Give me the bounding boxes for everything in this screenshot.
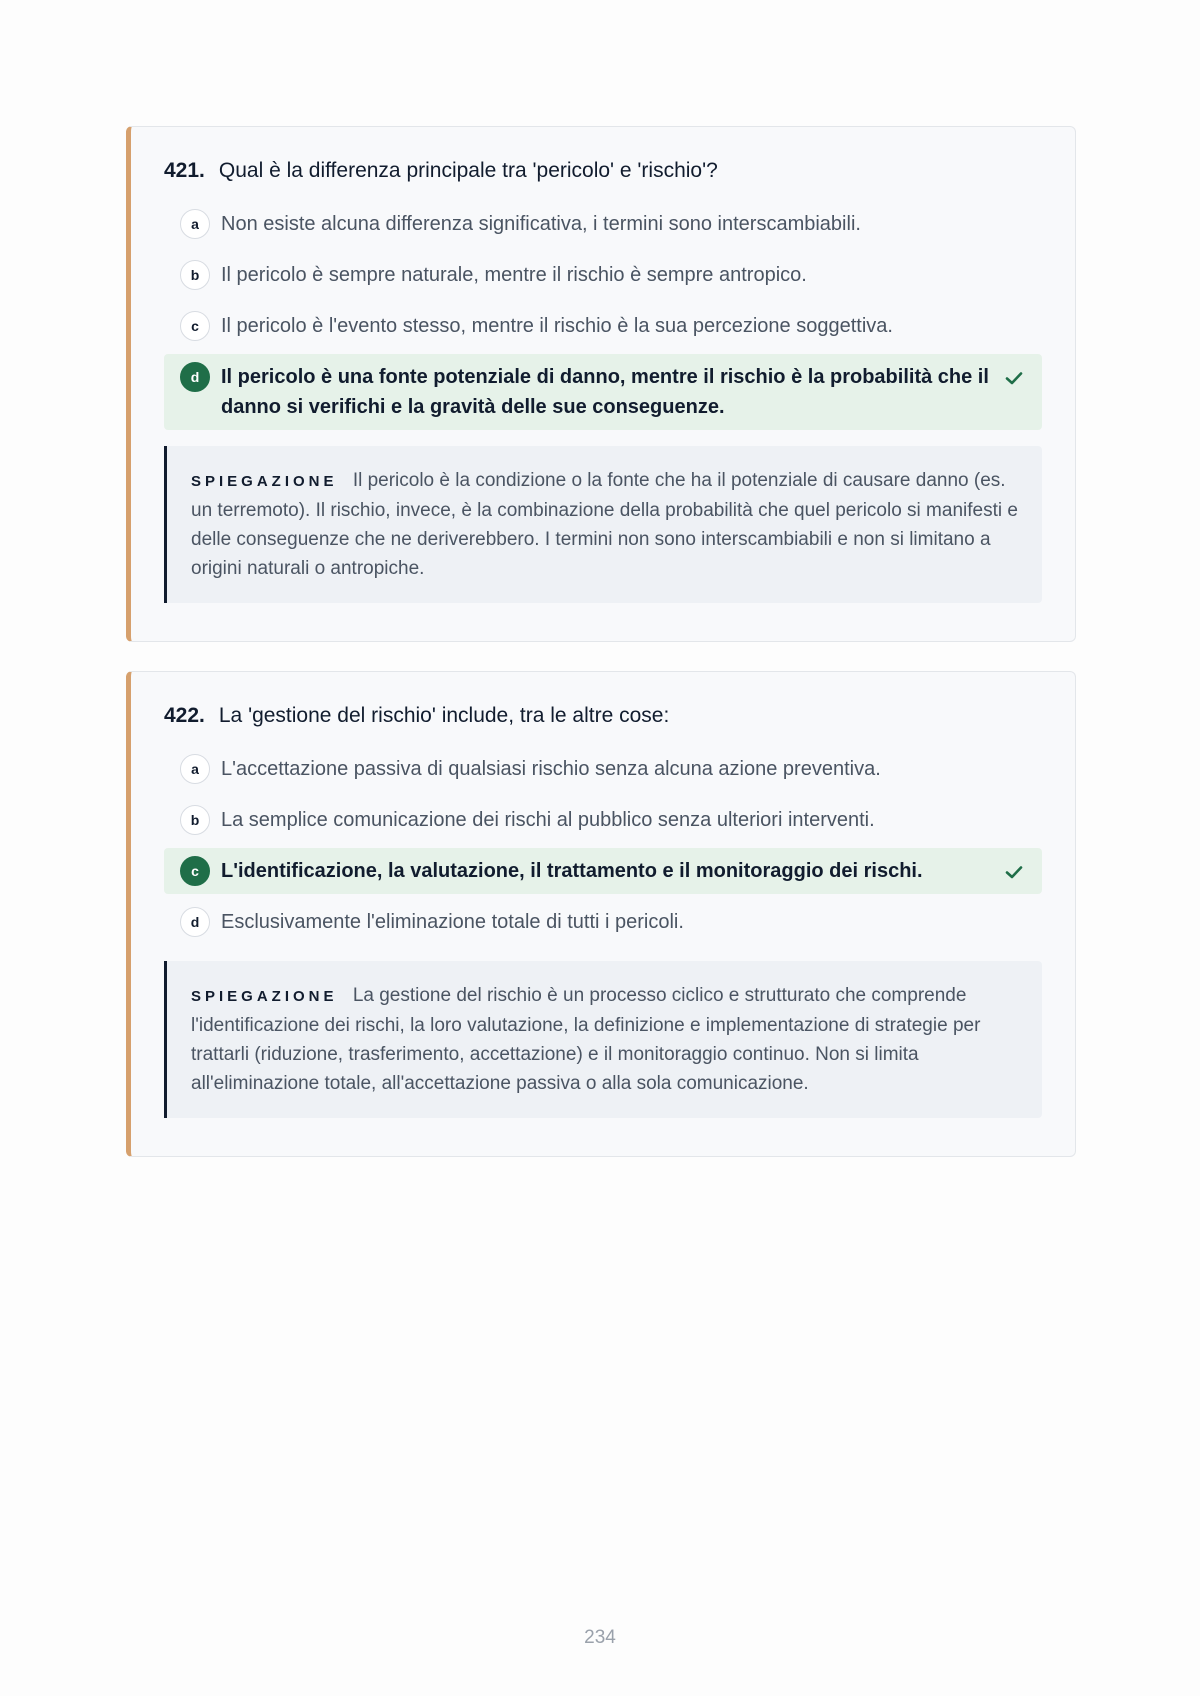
answer-option[interactable] bbox=[164, 303, 1042, 349]
option-letter-badge: c bbox=[180, 856, 210, 886]
option-letter-badge: c bbox=[180, 311, 210, 341]
option-letter-badge: a bbox=[180, 209, 210, 239]
question-text: Qual è la differenza principale tra 'pericolo' e 'rischio'? bbox=[218, 159, 718, 182]
option-text: La semplice comunicazione dei rischi al pubblico senza ulteriori interventi. bbox=[221, 809, 875, 831]
option-letter-badge: d bbox=[180, 907, 210, 937]
question-text: La 'gestione del rischio' include, tra le altre cose: bbox=[218, 704, 670, 727]
question-card bbox=[126, 671, 1076, 1157]
answer-option[interactable] bbox=[164, 201, 1042, 247]
option-text: Il pericolo è sempre naturale, mentre il rischio è sempre antropico. bbox=[221, 264, 807, 286]
answer-option[interactable] bbox=[164, 746, 1042, 792]
question-card bbox=[126, 126, 1076, 642]
answer-option-correct[interactable] bbox=[164, 848, 1042, 894]
option-letter-badge: b bbox=[180, 260, 210, 290]
answer-options bbox=[164, 201, 1042, 430]
option-letter-badge: b bbox=[180, 805, 210, 835]
option-text: Il pericolo è l'evento stesso, mentre il rischio è la sua percezione soggettiva. bbox=[221, 315, 893, 337]
explanation-text: La gestione del rischio è un processo ciclico e strutturato che comprende l'identificazione dei rischi, la loro valutazione, la definizione e implementazione di strategie per trattarli (riduzione, trasferimento, accettazione) e il monitoraggio continuo. Non si limita all'eliminazione totale, all'accettazione passiva o alla sola comunicazione. bbox=[191, 985, 981, 1094]
option-text: L'accettazione passiva di qualsiasi rischio senza alcuna azione preventiva. bbox=[221, 758, 881, 780]
answer-option-correct[interactable] bbox=[164, 354, 1042, 430]
explanation-label: SPIEGAZIONE bbox=[191, 988, 338, 1005]
explanation-label: SPIEGAZIONE bbox=[191, 473, 338, 490]
checkmark-icon bbox=[1002, 366, 1026, 390]
explanation-text: Il pericolo è la condizione o la fonte che ha il potenziale di causare danno (es. un terremoto). Il rischio, invece, è la combinazione della probabilità che quel pericolo si manifesti e delle conseguenze che ne deriverebbero. I termini non sono interscambiabili e non si limitano a origini naturali o antropiche. bbox=[191, 470, 1018, 579]
option-letter-badge: d bbox=[180, 362, 210, 392]
option-text: Esclusivamente l'eliminazione totale di tutti i pericoli. bbox=[221, 911, 684, 933]
answer-option[interactable] bbox=[164, 797, 1042, 843]
checkmark-icon bbox=[1002, 860, 1026, 884]
explanation-box bbox=[164, 446, 1042, 603]
option-letter-badge: a bbox=[180, 754, 210, 784]
answer-option[interactable] bbox=[164, 899, 1042, 945]
question-number: 421. bbox=[164, 159, 205, 182]
question-heading bbox=[164, 157, 1042, 185]
explanation-box bbox=[164, 961, 1042, 1118]
option-text: Non esiste alcuna differenza significativa, i termini sono interscambiabili. bbox=[221, 213, 861, 235]
page-number: 234 bbox=[584, 1627, 616, 1648]
question-number: 422. bbox=[164, 704, 205, 727]
option-text: L'identificazione, la valutazione, il trattamento e il monitoraggio dei rischi. bbox=[221, 860, 923, 882]
question-heading bbox=[164, 702, 1042, 730]
option-text: Il pericolo è una fonte potenziale di danno, mentre il rischio è la probabilità che il danno si verifichi e la gravità delle sue conseguenze. bbox=[221, 366, 989, 418]
answer-options bbox=[164, 746, 1042, 945]
answer-option[interactable] bbox=[164, 252, 1042, 298]
